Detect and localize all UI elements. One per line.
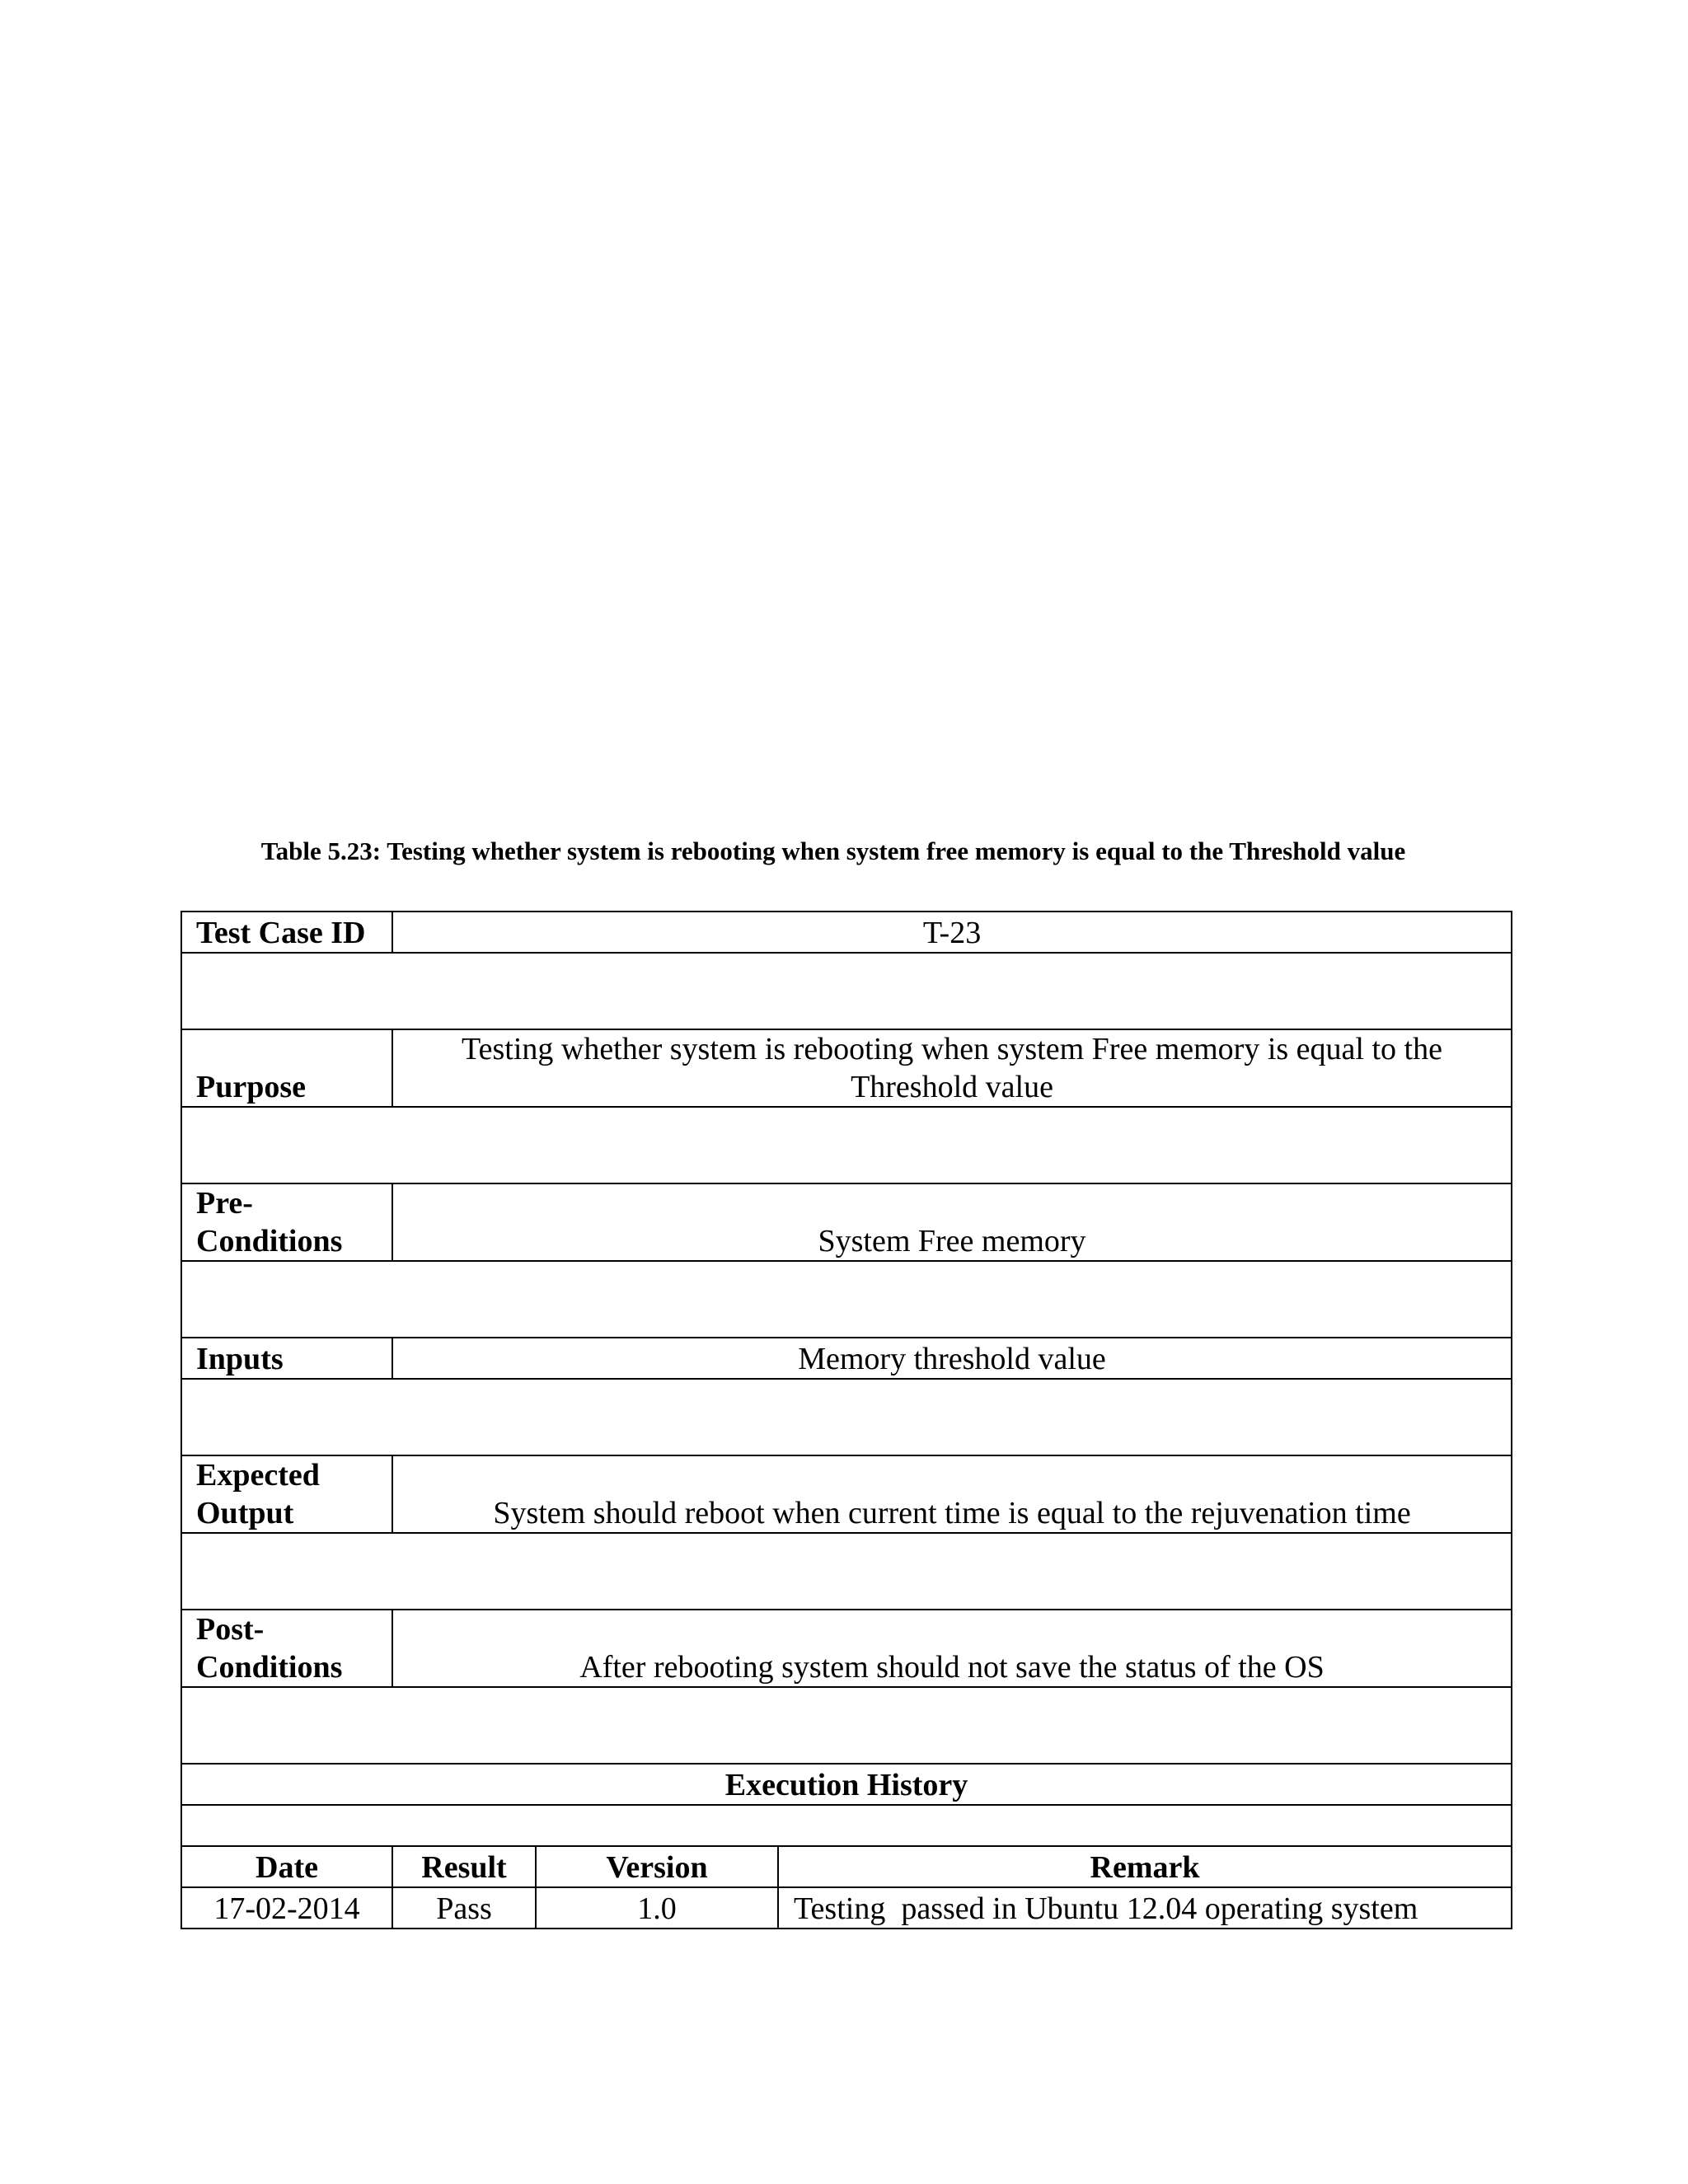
post-conditions-label-line2: Conditions: [196, 1650, 343, 1685]
expected-output-label-line1: Expected: [196, 1458, 320, 1493]
post-conditions-label: [181, 1610, 392, 1687]
blank-cell: [181, 1687, 1512, 1764]
test-case-id-value: T-23: [392, 912, 1512, 953]
expected-output-value: System should reboot when current time is equal to the rejuvenation time: [392, 1455, 1512, 1533]
test-case-id-label: Test Case ID: [181, 912, 392, 953]
blank-cell: [181, 1261, 1512, 1338]
blank-row: [181, 1805, 1512, 1846]
blank-row: [181, 1261, 1512, 1338]
history-result: Pass: [392, 1887, 536, 1929]
pre-conditions-label-line1: Pre-: [196, 1186, 253, 1221]
row-history-headers: [181, 1846, 1512, 1887]
row-post-conditions: [181, 1610, 1512, 1687]
blank-cell: [181, 1805, 1512, 1846]
purpose-value: Testing whether system is rebooting when system Free memory is equal to the Threshold value: [392, 1029, 1512, 1107]
row-pre-conditions: [181, 1183, 1512, 1261]
history-date: 17-02-2014: [181, 1887, 392, 1929]
header-result: Result: [392, 1846, 536, 1887]
blank-cell: [181, 1107, 1512, 1183]
header-remark: Remark: [778, 1846, 1512, 1887]
blank-cell: [181, 1533, 1512, 1610]
row-test-case-id: [181, 912, 1512, 953]
history-remark: Testing passed in Ubuntu 12.04 operating system: [778, 1887, 1512, 1929]
header-version: Version: [536, 1846, 778, 1887]
table-caption: Table 5.23: Testing whether system is rebooting when system free memory is equal to the Threshold value: [260, 837, 1406, 865]
expected-output-label-line2: Output: [196, 1496, 294, 1530]
pre-conditions-value: System Free memory: [392, 1183, 1512, 1261]
pre-conditions-label-line2: Conditions: [196, 1224, 343, 1258]
execution-history-title: Execution History: [181, 1764, 1512, 1805]
inputs-label: Inputs: [181, 1338, 392, 1379]
blank-row: [181, 1687, 1512, 1764]
post-conditions-label-line1: Post-: [196, 1612, 265, 1647]
inputs-value: Memory threshold value: [392, 1338, 1512, 1379]
blank-row: [181, 1107, 1512, 1183]
row-expected-output: [181, 1455, 1512, 1533]
blank-row: [181, 1533, 1512, 1610]
blank-cell: [181, 1379, 1512, 1455]
pre-conditions-label: [181, 1183, 392, 1261]
blank-cell: [181, 953, 1512, 1029]
purpose-label: Purpose: [181, 1029, 392, 1107]
post-conditions-value: After rebooting system should not save the status of the OS: [392, 1610, 1512, 1687]
expected-output-label: [181, 1455, 392, 1533]
blank-row: [181, 953, 1512, 1029]
test-case-table: [181, 911, 1512, 1929]
row-purpose: [181, 1029, 1512, 1107]
row-inputs: [181, 1338, 1512, 1379]
table-row: [181, 1887, 1512, 1929]
row-execution-history-title: [181, 1764, 1512, 1805]
header-date: Date: [181, 1846, 392, 1887]
blank-row: [181, 1379, 1512, 1455]
history-version: 1.0: [536, 1887, 778, 1929]
